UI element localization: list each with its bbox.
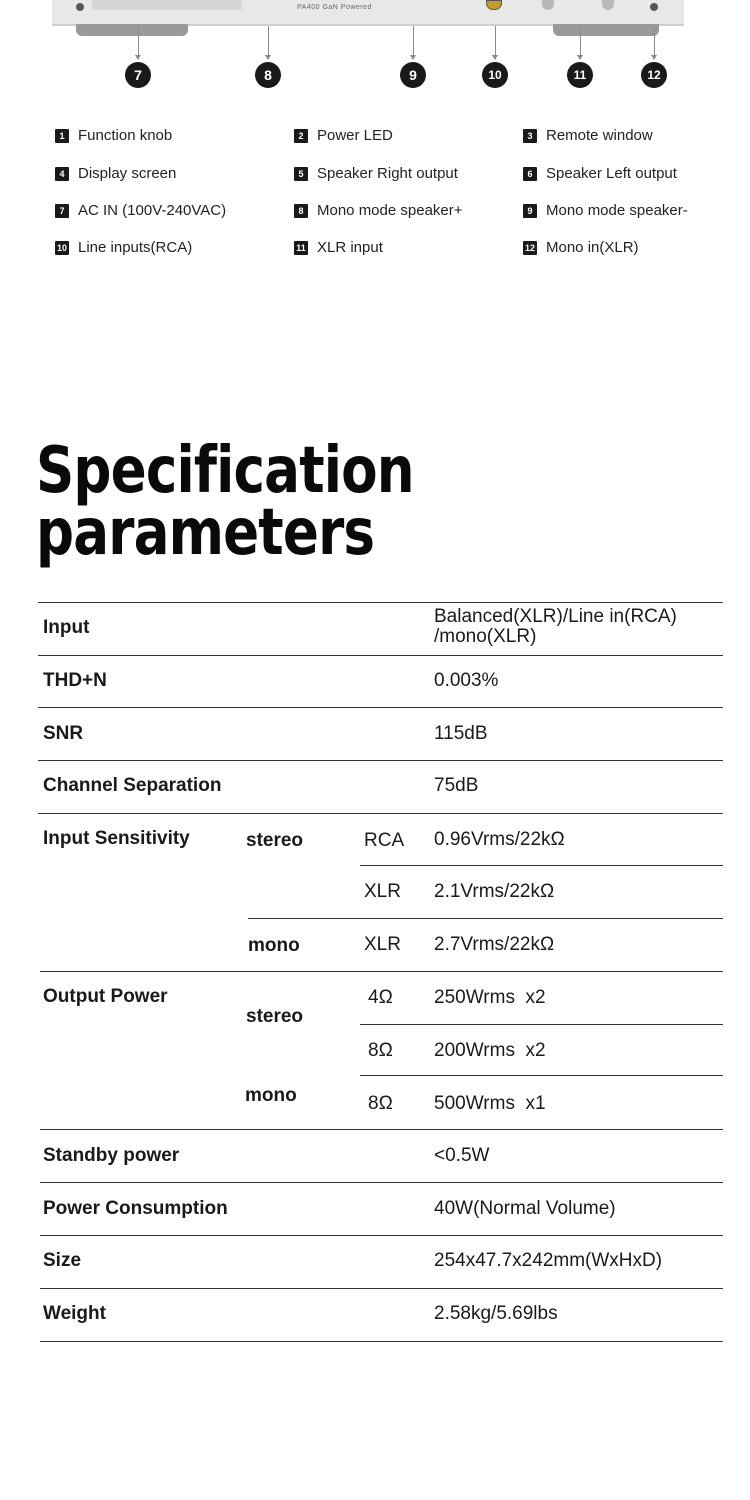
- legend-item: [294, 202, 463, 219]
- legend-item: [523, 127, 653, 144]
- output-mono-label: mono: [245, 1085, 297, 1106]
- spec-label-weight: Weight: [43, 1303, 106, 1324]
- callout-line: [495, 26, 496, 58]
- legend-label: Remote window: [546, 127, 653, 144]
- spec-label-output: Output Power: [43, 986, 168, 1007]
- spec-label-thd: THD+N: [43, 670, 107, 691]
- device-brand-text: PA400 GaN Powered: [297, 4, 372, 11]
- spec-label-sensitivity: Input Sensitivity: [43, 828, 190, 849]
- table-rule: [360, 1024, 723, 1025]
- legend-item: [55, 127, 172, 144]
- output-value: 250Wrms x2: [434, 987, 546, 1008]
- output-load: 8Ω: [368, 1040, 393, 1061]
- screw-icon: [76, 3, 84, 11]
- xlr-connector-icon: [602, 0, 614, 10]
- arrow-down-icon: [577, 55, 583, 60]
- callout-line: [654, 26, 655, 58]
- callout-line: [580, 26, 581, 58]
- output-value: 500Wrms x1: [434, 1093, 546, 1114]
- device-foot: [76, 24, 188, 36]
- callout-marker-12: 12: [641, 62, 667, 88]
- legend-item: [55, 165, 176, 182]
- output-load: 4Ω: [368, 987, 393, 1008]
- arrow-down-icon: [265, 55, 271, 60]
- spec-value-input-line1: Balanced(XLR)/Line in(RCA): [434, 606, 677, 627]
- legend-number-badge: 4: [55, 167, 69, 181]
- spec-value-input: [434, 607, 677, 647]
- callout-marker-11: 11: [567, 62, 593, 88]
- callout-marker-8: 8: [255, 62, 281, 88]
- legend-label: Line inputs(RCA): [78, 239, 193, 256]
- spec-value-weight: 2.58kg/5.69lbs: [434, 1303, 558, 1324]
- sensitivity-value: 0.96Vrms/22kΩ: [434, 829, 565, 850]
- sensitivity-value: 2.7Vrms/22kΩ: [434, 934, 555, 955]
- legend-number-badge: 7: [55, 204, 69, 218]
- heading-line-2: parameters: [36, 496, 375, 570]
- spec-value-snr: 115dB: [434, 723, 488, 744]
- legend-label: Function knob: [78, 127, 173, 144]
- xlr-connector-icon: [542, 0, 554, 10]
- legend-label: Mono in(XLR): [546, 239, 639, 256]
- legend-label: XLR input: [317, 239, 383, 256]
- sensitivity-mono-label: mono: [248, 935, 300, 956]
- sensitivity-conn: XLR: [364, 934, 401, 955]
- sensitivity-stereo-label: stereo: [246, 830, 304, 851]
- spec-value-size: 254x47.7x242mm(WxHxD): [434, 1250, 663, 1271]
- legend-label: Display screen: [78, 165, 177, 182]
- table-rule: [248, 918, 723, 919]
- legend-item: [523, 239, 639, 256]
- table-rule: [38, 707, 723, 708]
- device-foot: [553, 24, 659, 36]
- table-rule: [40, 1341, 723, 1342]
- sensitivity-conn: XLR: [364, 881, 401, 902]
- legend-label: Speaker Right output: [317, 165, 458, 182]
- table-rule: [38, 813, 723, 814]
- sensitivity-value: 2.1Vrms/22kΩ: [434, 881, 555, 902]
- legend-item: [55, 239, 192, 256]
- legend-label: Mono mode speaker-: [546, 202, 688, 219]
- legend-number-badge: 6: [523, 167, 537, 181]
- legend-label: Power LED: [317, 127, 393, 144]
- output-load: 8Ω: [368, 1093, 393, 1114]
- legend-number-badge: 9: [523, 204, 537, 218]
- legend-item: [55, 202, 226, 219]
- output-value: 200Wrms x2: [434, 1040, 546, 1061]
- spec-label-separation: Channel Separation: [43, 775, 222, 796]
- sensitivity-conn: RCA: [364, 830, 405, 851]
- spec-value-consumption: 40W(Normal Volume): [434, 1198, 616, 1219]
- arrow-down-icon: [410, 55, 416, 60]
- legend-number-badge: 3: [523, 129, 537, 143]
- table-rule: [40, 1129, 723, 1130]
- spec-label-snr: SNR: [43, 723, 84, 744]
- callout-marker-10: 10: [482, 62, 508, 88]
- legend-label: Mono mode speaker+: [317, 202, 463, 219]
- legend-number-badge: 8: [294, 204, 308, 218]
- spec-value-input-line2: /mono(XLR): [434, 626, 537, 647]
- legend-label: AC IN (100V-240VAC): [78, 202, 227, 219]
- heading-line-1: Specification: [36, 434, 414, 508]
- table-rule: [40, 1235, 723, 1236]
- table-rule: [38, 760, 723, 761]
- legend-label: Speaker Left output: [546, 165, 677, 182]
- callout-marker-7: 7: [125, 62, 151, 88]
- device-faceplate: [92, 0, 242, 10]
- legend-number-badge: 12: [524, 242, 535, 253]
- table-rule: [38, 655, 723, 656]
- arrow-down-icon: [651, 55, 657, 60]
- output-stereo-label: stereo: [246, 1006, 304, 1027]
- legend-item: [523, 202, 688, 219]
- spec-label-standby: Standby power: [43, 1145, 180, 1166]
- callout-line: [413, 26, 414, 58]
- spec-label-consumption: Power Consumption: [43, 1198, 228, 1219]
- line-input-jack-icon: [486, 0, 502, 10]
- legend-item: [523, 165, 677, 182]
- legend-number-badge: 1: [55, 129, 69, 143]
- spec-label-input: Input: [43, 617, 90, 638]
- callout-marker-9: 9: [400, 62, 426, 88]
- legend-number-badge: 11: [294, 241, 308, 255]
- legend-number-badge: 2: [294, 129, 308, 143]
- legend-number-badge: 10: [56, 242, 67, 253]
- table-rule: [360, 865, 723, 866]
- legend-item: [294, 127, 393, 144]
- table-rule: [40, 1182, 723, 1183]
- spec-label-size: Size: [43, 1250, 82, 1271]
- table-rule: [360, 1075, 723, 1076]
- arrow-down-icon: [135, 55, 141, 60]
- table-rule: [38, 602, 723, 603]
- spec-value-standby: <0.5W: [434, 1145, 490, 1166]
- screw-icon: [650, 3, 658, 11]
- spec-value-thd: 0.003%: [434, 670, 499, 691]
- table-rule: [40, 1288, 723, 1289]
- legend-number-badge: 5: [294, 167, 308, 181]
- legend-item: [294, 239, 383, 256]
- callout-line: [138, 26, 139, 58]
- table-rule: [40, 971, 723, 972]
- spec-value-separation: 75dB: [434, 775, 479, 796]
- arrow-down-icon: [492, 55, 498, 60]
- callout-line: [268, 26, 269, 58]
- device-rear-panel: [52, 0, 684, 26]
- legend-item: [294, 165, 458, 182]
- section-heading: [36, 434, 451, 570]
